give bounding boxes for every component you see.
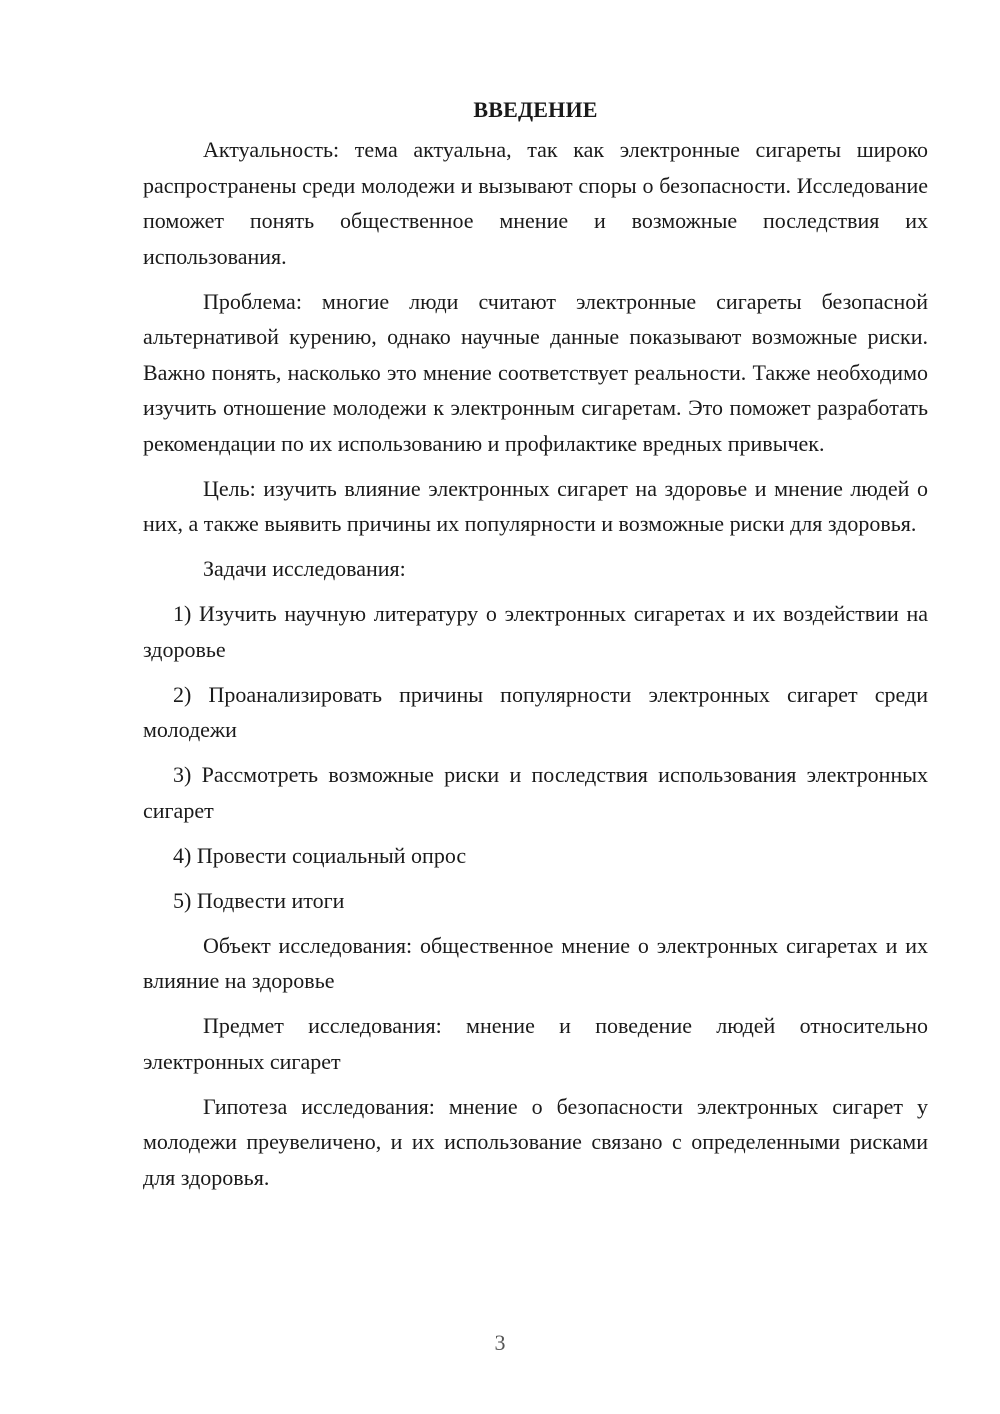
- task-item-1: 1) Изучить научную литературу о электронных сигаретах и их воздействии на здоровье: [143, 601, 928, 662]
- task-item-2: 2) Проанализировать причины популярности электронных сигарет среди молодежи: [143, 681, 928, 742]
- task-item-3: 3) Рассмотреть возможные риски и последствия использования электронных сигарет: [143, 762, 928, 823]
- page-number: 3: [494, 1330, 506, 1355]
- task-item-4: 4) Провести социальный опрос: [173, 842, 467, 868]
- tasks-heading: Задачи исследования:: [203, 556, 406, 581]
- paragraph-problem: Проблема: многие люди считают электронные сигареты безопасной альтернативой курению, однако научные данные показывают возможные риски. Важно понять, насколько это мнение соответствует реальности. Также необходимо изучить отношение молодежи к электронным сигаретам. Это поможет разработать рекомендации по их использованию и профилактике вредных привычек.: [143, 288, 928, 456]
- paragraph-goal: Цель: изучить влияние электронных сигарет на здоровье и мнение людей о них, а также выявить причины их популярности и возможные риски для здоровья.: [143, 475, 928, 536]
- section-title: ВВЕДЕНИЕ: [473, 97, 598, 122]
- task-item-5: 5) Подвести итоги: [173, 887, 345, 913]
- paragraph-object: Объект исследования: общественное мнение о электронных сигаретах и их влияние на здоровье: [143, 932, 928, 993]
- paragraph-relevance: Актуальность: тема актуальна, так как электронные сигареты широко распространены среди молодежи и вызывают споры о безопасности. Исследование поможет понять общественное мнение и возможные последствия их использования.: [143, 137, 928, 269]
- paragraph-hypothesis: Гипотеза исследования: мнение о безопасности электронных сигарет у молодежи преувеличено, и их использование связано с определенными рисками для здоровья.: [143, 1093, 928, 1190]
- document-page: [143, 92, 928, 1205]
- paragraph-subject: Предмет исследования: мнение и поведение людей относительно электронных сигарет: [143, 1013, 928, 1074]
